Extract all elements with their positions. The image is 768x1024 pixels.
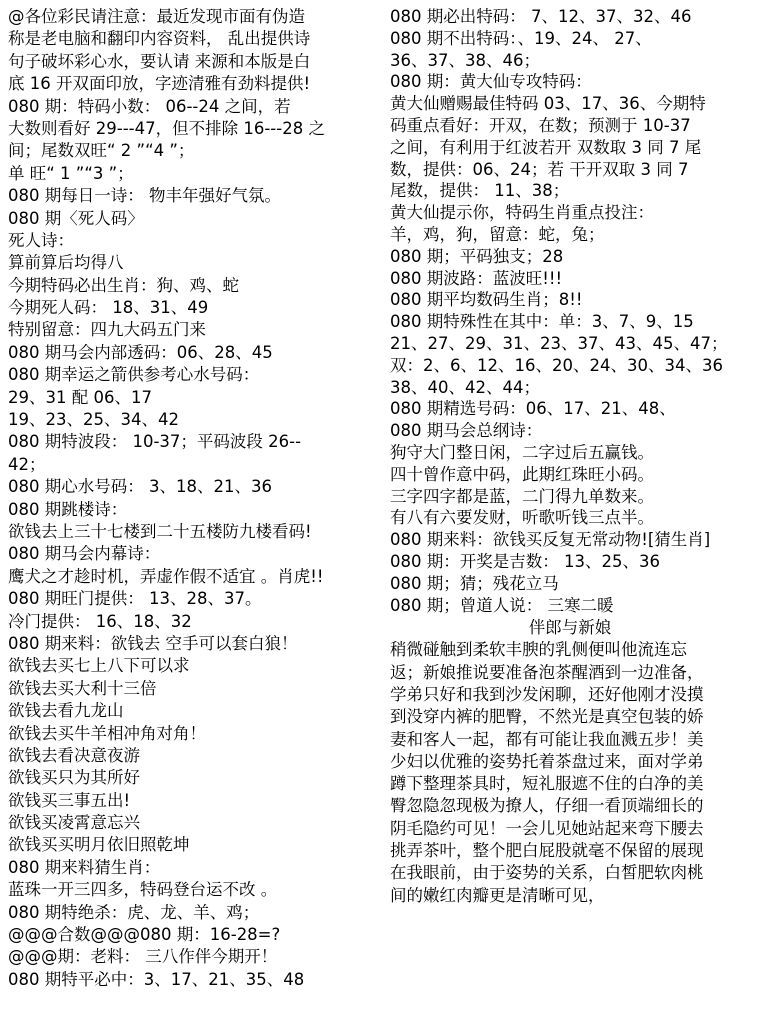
text-line: 今期死人码： 18、31、49 [8,298,209,318]
text-line: @@@合数@@@080 期：16-28=? [8,925,281,945]
text-line: 080 期旺门提供： 13、28、37。 [8,589,262,609]
text-line: 欲钱去买七上八下可以求 [8,656,190,676]
text-line: 080 期；平码独支；28 [390,246,564,266]
text-line: 单 旺“ 1 ”“3 ”； [8,163,134,183]
right-column [390,6,750,1024]
text-line: @@@期：老料： 三八作伴今期开！ [8,947,278,967]
text-line: 之间，有利用于红波若开 双数取 3 同 7 尾 [390,137,702,157]
text-line: 四十曾作意中码，此期红珠旺小码。 [390,464,654,484]
text-line: 080 期特波段： 10-37；平码波段 26-- [8,432,302,452]
text-line: 080 期：特码小数： 06--24 之间，若 [8,96,291,116]
text-line: 080 期马会总纲诗： [390,421,543,441]
text-line: 欲钱去买大利十三倍 [8,678,157,698]
text-line: 欲钱买三事五出! [8,790,131,810]
text-line: 欲钱去看九龙山 [8,701,124,721]
text-line: 080 期幸运之箭供参考心水号码： [8,365,260,385]
text-line: 080 期跳楼诗： [8,499,128,519]
text-line: 080 期心水号码： 3、18、21、36 [8,477,272,497]
text-line: 三字四字都是蓝，二门得九单数来。 [390,486,654,506]
text-line: 大数则看好 29---47，但不排除 16---28 之 [8,118,325,138]
story-line: 挑弄茶叶，整个肥白屁股就毫不保留的展现 [390,840,704,860]
text-line: 080 期；曾道人说： 三寒二暖 [390,595,614,615]
text-line: 双：2、6、12、16、20、24、30、34、36 [390,355,723,375]
text-line: 尾数，提供： 11、38； [390,181,570,201]
text-line: 今期特码必出生肖：狗、鸡、蛇 [8,275,239,295]
text-line: 080 期来料猜生肖： [8,857,161,877]
story-line: 妻和客人一起，都有可能让我血溅五步！美 [390,729,704,749]
story-line: 在我眼前，由于姿势的关系，白皙肥软肉桃 [390,863,704,883]
text-line: 080 期每日一诗： 物丰年强好气氛。 [8,186,281,206]
story-line: 返；新娘推说要准备泡茶醒酒到一边准备， [390,662,704,682]
text-line: 欲钱买只为其所好 [8,768,140,788]
story-line: 学弟只好和我到沙发闲聊，还好他刚才没摸 [390,684,704,704]
text-line: 黄大仙提示你，特码生肖重点投注： [390,203,654,223]
text-line: 19、23、25、34、42 [8,410,179,430]
text-line: 080 期马会内幕诗： [8,544,161,564]
text-line: 底 16 开双面印放，字迹清雅有劲料提供! [8,74,311,94]
text-line: 36、37、38、46； [390,50,540,70]
text-line: 21、27、29、31、23、37、43、45、47； [390,333,728,353]
text-line: 080 期；猜；残花立马 [390,573,559,593]
text-line: 080 期特殊性在其中：单：3、7、9、15 [390,312,694,332]
text-line: 欲钱去上三十七楼到二十五楼防九楼看码! [8,521,312,541]
story-line: 少妇以优雅的姿势托着茶盘过来，面对学弟 [390,751,704,771]
right-tips-block [390,6,750,616]
text-line: 080 期波路：蓝波旺!!! [390,268,563,288]
text-line: 黄大仙赠赐最佳特码 03、17、36、今期特 [390,94,706,114]
text-line: 欲钱去看决意夜游 [8,745,140,765]
story-line: 臀忽隐忽现极为撩人，仔细一看顶端细长的 [390,796,704,816]
text-line: 080 期：黄大仙专攻特码： [390,72,592,92]
text-line: 080 期〈死人码〉 [8,208,144,228]
text-line: 有八有六要发财，听歌听钱三点半。 [390,508,654,528]
text-line: 冷门提供： 16、18、32 [8,611,192,631]
text-line: 29、31 配 06、17 [8,387,152,407]
text-line: 38、40、42、44； [390,377,540,397]
story-line: 阴毛隐约可见！一会儿见她站起来弯下腰去 [390,818,704,838]
text-line: 080 期必出特码： 7、12、37、32、46 [390,7,692,26]
text-line: 080 期平均数码生肖；8!! [390,290,583,310]
story-body [390,639,750,907]
story-line: 间的嫩红肉瓣更是清晰可见， [390,885,605,905]
text-line: 间；尾数双旺“ 2 ”“4 ”； [8,141,195,161]
text-line: 算前算后均得八 [8,253,124,273]
text-line: 羊，鸡，狗，留意：蛇，兔； [390,224,605,244]
text-line: 080 期不出特码：、19、24、 27、 [390,28,652,48]
text-line: 080 期：开奖是吉数： 13、25、36 [390,551,660,571]
text-line: 死人诗： [8,230,74,250]
text-line: 蓝珠一开三四多，特码登台运不改 。 [8,880,278,900]
text-line: 080 期特绝杀：虎、龙、羊、鸡； [8,902,260,922]
text-line: 特别留意：四九大码五门来 [8,320,206,340]
story-line: 稍微碰触到柔软丰腴的乳侧便叫他流连忘 [390,640,687,660]
text-line: 42； [8,454,46,474]
story-line: 到没穿内裤的肥臀，不然光是真空包装的娇 [390,707,704,727]
text-line: 欲钱买买明月依旧照乾坤 [8,835,190,855]
text-line: 080 期来料：欲钱去 空手可以套白狼！ [8,633,298,653]
text-line: 鹰犬之才趁时机，弄虚作假不适宜 。肖虎!! [8,566,324,586]
text-line: 狗守大门整日闲，二字过后五赢钱。 [390,442,654,462]
text-line: 数，提供：06、24；若 干开双取 3 同 7 [390,159,689,179]
text-line: 080 期来料：欲钱买反复无常动物![猜生肖] [390,530,711,550]
text-line: 称是老电脑和翻印内容资料， 乱出提供诗 [8,29,311,49]
text-line: 欲钱买凌霄意忘兴 [8,813,140,833]
story-title: 伴郎与新娘 [528,618,612,638]
text-line: 080 期特平必中：3、17、21、35、48 [8,969,305,989]
text-line: 080 期马会内部透码：06、28、45 [8,342,273,362]
text-line: @各位彩民请注意：最近发现市面有伪造 [8,7,305,26]
text-line: 080 期精选号码：06、17、21、48、 [390,399,676,419]
text-line: 欲钱去买牛羊相冲角对角！ [8,723,206,743]
text-line: 句子破坏彩心水，要认请 来源和本版是白 [8,51,311,71]
story-line: 蹲下整理茶具时，短礼服遮不住的白净的美 [390,774,704,794]
text-line: 码重点看好：开双，在数；预测于 10-37 [390,115,691,135]
left-column [8,6,380,1024]
